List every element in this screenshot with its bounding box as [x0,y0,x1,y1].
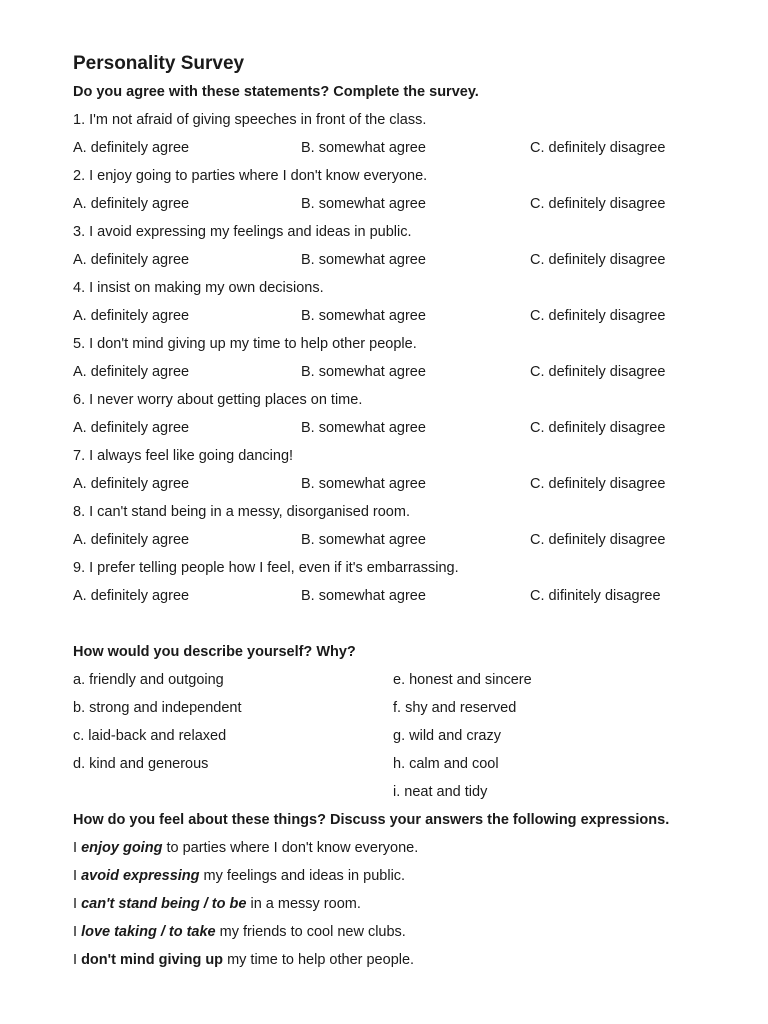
option-somewhat-agree: B. somewhat agree [301,140,426,156]
answer-options [73,302,733,330]
descriptor-item: b. strong and independent [73,700,242,716]
expression-prefix: I [73,924,82,940]
page-title: Personality Survey [73,53,245,74]
question-statement: 3. I avoid expressing my feelings and ideas in public. [73,224,412,240]
option-definitely-disagree: C. definitely disagree [530,140,666,156]
expression-phrase: can't stand being / to be [81,896,247,912]
worksheet-page [73,50,733,974]
answer-options [73,526,733,554]
question-statement: 8. I can't stand being in a messy, disorganised room. [73,504,410,520]
descriptor-item: a. friendly and outgoing [73,672,224,688]
expression-sentence [73,890,733,918]
option-somewhat-agree: B. somewhat agree [301,532,426,548]
expression-sentence [73,862,733,890]
expression-prefix: I [73,868,82,884]
option-definitely-disagree: C. definitely disagree [530,476,666,492]
option-definitely-disagree: C. definitely disagree [530,364,666,380]
option-somewhat-agree: B. somewhat agree [301,196,426,212]
expression-prefix: I [73,896,82,912]
expression-rest: my feelings and ideas in public. [199,868,406,884]
option-definitely-disagree: C. definitely disagree [530,252,666,268]
option-somewhat-agree: B. somewhat agree [301,252,426,268]
answer-options [73,582,733,610]
describe-heading: How would you describe yourself? Why? [73,644,356,660]
option-definitely-disagree: C. definitely disagree [530,532,666,548]
descriptor-empty-cell [73,778,393,806]
question-statement: 1. I'm not afraid of giving speeches in front of the class. [73,112,427,128]
question-statement: 6. I never worry about getting places on time. [73,392,363,408]
answer-options [73,414,733,442]
option-definitely-agree: A. definitely agree [73,252,190,268]
option-definitely-disagree: C. definitely disagree [530,308,666,324]
expression-rest: in a messy room. [246,896,361,912]
expression-sentence [73,834,733,862]
option-definitely-disagree: C. definitely disagree [530,196,666,212]
option-somewhat-agree: B. somewhat agree [301,308,426,324]
expression-rest: my time to help other people. [223,952,415,968]
expression-prefix: I [73,840,82,856]
descriptor-item: g. wild and crazy [393,728,501,744]
feel-heading: How do you feel about these things? Discuss your answers the following expressions. [73,812,670,828]
expression-sentence [73,946,733,974]
descriptor-item: f. shy and reserved [393,700,517,716]
option-definitely-disagree: C. definitely disagree [530,420,666,436]
descriptor-item: h. calm and cool [393,756,499,772]
descriptor-item: i. neat and tidy [393,784,488,800]
expression-list [73,834,733,974]
option-definitely-agree: A. definitely agree [73,308,190,324]
option-somewhat-agree: B. somewhat agree [301,476,426,492]
option-definitely-agree: A. definitely agree [73,196,190,212]
answer-options [73,470,733,498]
section-gap [73,610,733,638]
expression-sentence [73,918,733,946]
descriptor-list [73,666,733,806]
option-definitely-agree: A. definitely agree [73,364,190,380]
expression-phrase: enjoy going [81,840,163,856]
expression-phrase: avoid expressing [81,868,200,884]
expression-phrase: don't mind giving up [81,952,224,968]
expression-rest: my friends to cool new clubs. [215,924,406,940]
question-statement: 4. I insist on making my own decisions. [73,280,324,296]
answer-options [73,358,733,386]
question-statement: 2. I enjoy going to parties where I don't know everyone. [73,168,428,184]
descriptor-item: c. laid-back and relaxed [73,728,227,744]
option-somewhat-agree: B. somewhat agree [301,364,426,380]
question-statement: 9. I prefer telling people how I feel, even if it's embarrassing. [73,560,459,576]
option-definitely-agree: A. definitely agree [73,588,190,604]
option-definitely-agree: A. definitely agree [73,420,190,436]
expression-phrase: love taking / to take [81,924,216,940]
question-statement: 7. I always feel like going dancing! [73,448,294,464]
expression-prefix: I [73,952,82,968]
answer-options [73,190,733,218]
descriptor-item: e. honest and sincere [393,672,532,688]
option-definitely-agree: A. definitely agree [73,476,190,492]
option-somewhat-agree: B. somewhat agree [301,588,426,604]
option-definitely-agree: A. definitely agree [73,532,190,548]
option-somewhat-agree: B. somewhat agree [301,420,426,436]
question-statement: 5. I don't mind giving up my time to help other people. [73,336,417,352]
answer-options [73,134,733,162]
descriptor-item: d. kind and generous [73,756,209,772]
survey-questions [73,106,733,610]
expression-rest: to parties where I don't know everyone. [162,840,419,856]
option-definitely-disagree: C. difinitely disagree [530,588,661,604]
option-definitely-agree: A. definitely agree [73,140,190,156]
answer-options [73,246,733,274]
survey-instructions: Do you agree with these statements? Complete the survey. [73,84,479,100]
